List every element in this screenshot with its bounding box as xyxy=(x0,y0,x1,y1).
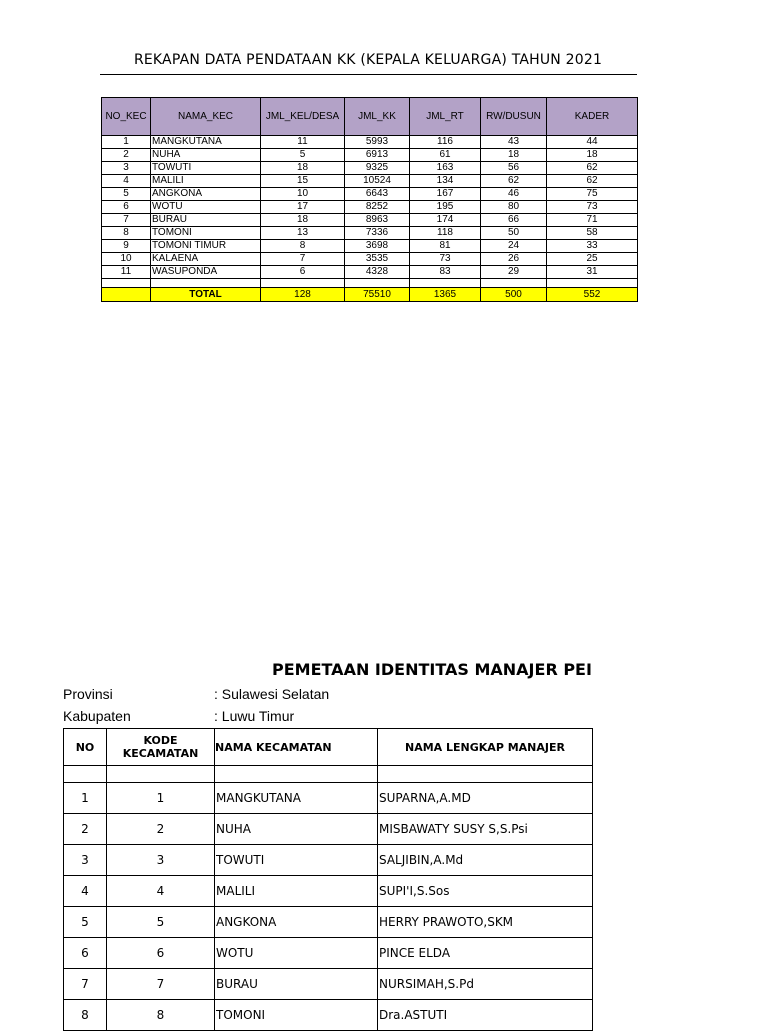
cell-jml-kk: 10524 xyxy=(345,175,410,188)
empty-cell xyxy=(481,279,547,288)
cell-kader: 62 xyxy=(547,175,638,188)
cell-no: 7 xyxy=(64,969,107,1000)
cell-no-kec: 10 xyxy=(102,253,151,266)
cell-no-kec: 6 xyxy=(102,201,151,214)
cell-nama-kecamatan: NUHA xyxy=(215,814,378,845)
cell-nama-manajer: SALJIBIN,A.Md xyxy=(378,845,593,876)
table-row xyxy=(102,201,638,214)
cell-nama-kec: WOTU xyxy=(151,201,261,214)
cell-kader: 62 xyxy=(547,162,638,175)
cell-jml-kk: 9325 xyxy=(345,162,410,175)
cell-nama-manajer: HERRY PRAWOTO,SKM xyxy=(378,907,593,938)
cell-nama-manajer: MISBAWATY SUSY S,S.Psi xyxy=(378,814,593,845)
cell-no-kec: 9 xyxy=(102,240,151,253)
cell-jml-rt: 118 xyxy=(410,227,481,240)
cell-nama-manajer: PINCE ELDA xyxy=(378,938,593,969)
cell-no-kec: 2 xyxy=(102,149,151,162)
cell-jml-kk: 6913 xyxy=(345,149,410,162)
header-no: NO xyxy=(64,729,107,766)
blank-row xyxy=(102,279,638,288)
cell-no: 2 xyxy=(64,814,107,845)
kabupaten-value: : Luwu Timur xyxy=(214,708,295,724)
cell-jml-kel-desa: 7 xyxy=(261,253,345,266)
cell-jml-kel-desa: 11 xyxy=(261,136,345,149)
cell-kader: 44 xyxy=(547,136,638,149)
cell-rw-dusun: 43 xyxy=(481,136,547,149)
table-row xyxy=(102,266,638,279)
cell-jml-rt: 116 xyxy=(410,136,481,149)
cell-kode-kecamatan: 2 xyxy=(107,814,215,845)
cell-nama-kec: MANGKUTANA xyxy=(151,136,261,149)
cell-no: 8 xyxy=(64,1000,107,1031)
cell-jml-kel-desa: 15 xyxy=(261,175,345,188)
cell-no-kec: 3 xyxy=(102,162,151,175)
cell-jml-kk: 5993 xyxy=(345,136,410,149)
rekapan-title: REKAPAN DATA PENDATAAN KK (KEPALA KELUARGA) TAHUN 2021 xyxy=(133,52,603,68)
table-row xyxy=(102,214,638,227)
cell-nama-kecamatan: MANGKUTANA xyxy=(215,783,378,814)
cell-nama-kecamatan: WOTU xyxy=(215,938,378,969)
empty-cell xyxy=(378,766,593,783)
cell-rw-dusun: 50 xyxy=(481,227,547,240)
blank-row xyxy=(64,766,593,783)
cell-jml-rt: 81 xyxy=(410,240,481,253)
cell-rw-dusun: 46 xyxy=(481,188,547,201)
cell-rw-dusun: 80 xyxy=(481,201,547,214)
cell-jml-kel-desa: 5 xyxy=(261,149,345,162)
header-nama-lengkap-manajer: NAMA LENGKAP MANAJER xyxy=(378,729,593,766)
table-header-row xyxy=(64,729,593,766)
table-row xyxy=(102,149,638,162)
cell-nama-kec: MALILI xyxy=(151,175,261,188)
cell-no-kec: 11 xyxy=(102,266,151,279)
provinsi-value: : Sulawesi Selatan xyxy=(214,686,330,702)
cell-jml-kk: 3698 xyxy=(345,240,410,253)
cell-nama-kec: BURAU xyxy=(151,214,261,227)
cell-no: 4 xyxy=(64,876,107,907)
provinsi-label: Provinsi xyxy=(63,686,113,702)
table-row xyxy=(102,136,638,149)
cell-jml-rt: 134 xyxy=(410,175,481,188)
cell-nama-kecamatan: ANGKONA xyxy=(215,907,378,938)
cell-kode-kecamatan: 4 xyxy=(107,876,215,907)
cell-no-kec: 8 xyxy=(102,227,151,240)
total-jml-rt: 1365 xyxy=(410,288,481,302)
total-row xyxy=(102,288,638,302)
cell-nama-manajer: SUPI'I,S.Sos xyxy=(378,876,593,907)
cell-jml-rt: 61 xyxy=(410,149,481,162)
cell-nama-kec: WASUPONDA xyxy=(151,266,261,279)
table-row xyxy=(102,253,638,266)
cell-nama-manajer: SUPARNA,A.MD xyxy=(378,783,593,814)
empty-cell xyxy=(410,279,481,288)
cell-no: 3 xyxy=(64,845,107,876)
cell-jml-rt: 73 xyxy=(410,253,481,266)
kabupaten-label: Kabupaten xyxy=(63,708,131,724)
cell-rw-dusun: 62 xyxy=(481,175,547,188)
cell-nama-manajer: NURSIMAH,S.Pd xyxy=(378,969,593,1000)
empty-cell xyxy=(64,766,107,783)
cell-jml-kel-desa: 17 xyxy=(261,201,345,214)
cell-kader: 73 xyxy=(547,201,638,214)
header-nama-kec: NAMA_KEC xyxy=(151,98,261,136)
cell-rw-dusun: 29 xyxy=(481,266,547,279)
cell-kader: 75 xyxy=(547,188,638,201)
cell-nama-kecamatan: TOWUTI xyxy=(215,845,378,876)
pemetaan-title: PEMETAAN IDENTITAS MANAJER PEI xyxy=(272,660,592,679)
empty-cell xyxy=(547,279,638,288)
table-row xyxy=(64,1000,593,1031)
cell-kader: 31 xyxy=(547,266,638,279)
table-header-row xyxy=(102,98,638,136)
cell-rw-dusun: 26 xyxy=(481,253,547,266)
table-row xyxy=(102,240,638,253)
total-jml-kel-desa: 128 xyxy=(261,288,345,302)
empty-cell xyxy=(102,279,151,288)
table-row xyxy=(64,876,593,907)
cell-jml-kel-desa: 8 xyxy=(261,240,345,253)
table-row xyxy=(64,783,593,814)
empty-cell xyxy=(345,279,410,288)
header-jml-rt: JML_RT xyxy=(410,98,481,136)
cell-rw-dusun: 66 xyxy=(481,214,547,227)
rekapan-table xyxy=(101,97,638,302)
cell-nama-kec: TOMONI xyxy=(151,227,261,240)
cell-jml-kk: 6643 xyxy=(345,188,410,201)
table-row xyxy=(102,175,638,188)
header-jml-kel-desa: JML_KEL/DESA xyxy=(261,98,345,136)
cell-nama-kec: NUHA xyxy=(151,149,261,162)
header-nama-kecamatan: NAMA KECAMATAN xyxy=(215,729,378,766)
header-no-kec: NO_KEC xyxy=(102,98,151,136)
cell-jml-kk: 7336 xyxy=(345,227,410,240)
table-row xyxy=(64,845,593,876)
cell-jml-kel-desa: 13 xyxy=(261,227,345,240)
cell-nama-kec: TOWUTI xyxy=(151,162,261,175)
cell-jml-kk: 4328 xyxy=(345,266,410,279)
table-row xyxy=(64,814,593,845)
table-row xyxy=(102,162,638,175)
rekapan-table-body xyxy=(102,136,638,302)
cell-kode-kecamatan: 7 xyxy=(107,969,215,1000)
cell-rw-dusun: 56 xyxy=(481,162,547,175)
cell-no: 5 xyxy=(64,907,107,938)
cell-jml-kk: 8252 xyxy=(345,201,410,214)
cell-jml-rt: 174 xyxy=(410,214,481,227)
cell-jml-kk: 3535 xyxy=(345,253,410,266)
cell-no-kec: 7 xyxy=(102,214,151,227)
header-rw-dusun: RW/DUSUN xyxy=(481,98,547,136)
empty-cell xyxy=(102,288,151,302)
cell-kader: 25 xyxy=(547,253,638,266)
table-row xyxy=(102,227,638,240)
cell-kader: 71 xyxy=(547,214,638,227)
total-label: TOTAL xyxy=(151,288,261,302)
cell-nama-manajer: Dra.ASTUTI xyxy=(378,1000,593,1031)
cell-kader: 18 xyxy=(547,149,638,162)
header-jml-kk: JML_KK xyxy=(345,98,410,136)
cell-jml-kel-desa: 18 xyxy=(261,162,345,175)
header-kode-kecamatan: KODE KECAMATAN xyxy=(107,729,215,766)
cell-nama-kecamatan: BURAU xyxy=(215,969,378,1000)
cell-kode-kecamatan: 3 xyxy=(107,845,215,876)
cell-no: 1 xyxy=(64,783,107,814)
cell-kader: 33 xyxy=(547,240,638,253)
empty-cell xyxy=(107,766,215,783)
cell-kode-kecamatan: 1 xyxy=(107,783,215,814)
header-kader: KADER xyxy=(547,98,638,136)
total-kader: 552 xyxy=(547,288,638,302)
cell-kode-kecamatan: 6 xyxy=(107,938,215,969)
table-row xyxy=(64,907,593,938)
cell-rw-dusun: 24 xyxy=(481,240,547,253)
title-underline xyxy=(100,74,637,75)
cell-jml-rt: 163 xyxy=(410,162,481,175)
table-row xyxy=(102,188,638,201)
cell-nama-kecamatan: MALILI xyxy=(215,876,378,907)
cell-nama-kecamatan: TOMONI xyxy=(215,1000,378,1031)
cell-kode-kecamatan: 5 xyxy=(107,907,215,938)
cell-jml-kel-desa: 10 xyxy=(261,188,345,201)
empty-cell xyxy=(151,279,261,288)
cell-jml-rt: 167 xyxy=(410,188,481,201)
table-row xyxy=(64,969,593,1000)
cell-rw-dusun: 18 xyxy=(481,149,547,162)
cell-no: 6 xyxy=(64,938,107,969)
cell-jml-kel-desa: 6 xyxy=(261,266,345,279)
total-rw-dusun: 500 xyxy=(481,288,547,302)
cell-nama-kec: KALAENA xyxy=(151,253,261,266)
total-jml-kk: 75510 xyxy=(345,288,410,302)
cell-kode-kecamatan: 8 xyxy=(107,1000,215,1031)
cell-jml-kel-desa: 18 xyxy=(261,214,345,227)
cell-nama-kec: ANGKONA xyxy=(151,188,261,201)
table-row xyxy=(64,938,593,969)
pemetaan-table-body xyxy=(64,766,593,1031)
cell-no-kec: 4 xyxy=(102,175,151,188)
cell-jml-rt: 83 xyxy=(410,266,481,279)
empty-cell xyxy=(215,766,378,783)
cell-jml-rt: 195 xyxy=(410,201,481,214)
cell-kader: 58 xyxy=(547,227,638,240)
cell-no-kec: 5 xyxy=(102,188,151,201)
cell-no-kec: 1 xyxy=(102,136,151,149)
empty-cell xyxy=(261,279,345,288)
cell-jml-kk: 8963 xyxy=(345,214,410,227)
pemetaan-table xyxy=(63,728,593,1031)
cell-nama-kec: TOMONI TIMUR xyxy=(151,240,261,253)
